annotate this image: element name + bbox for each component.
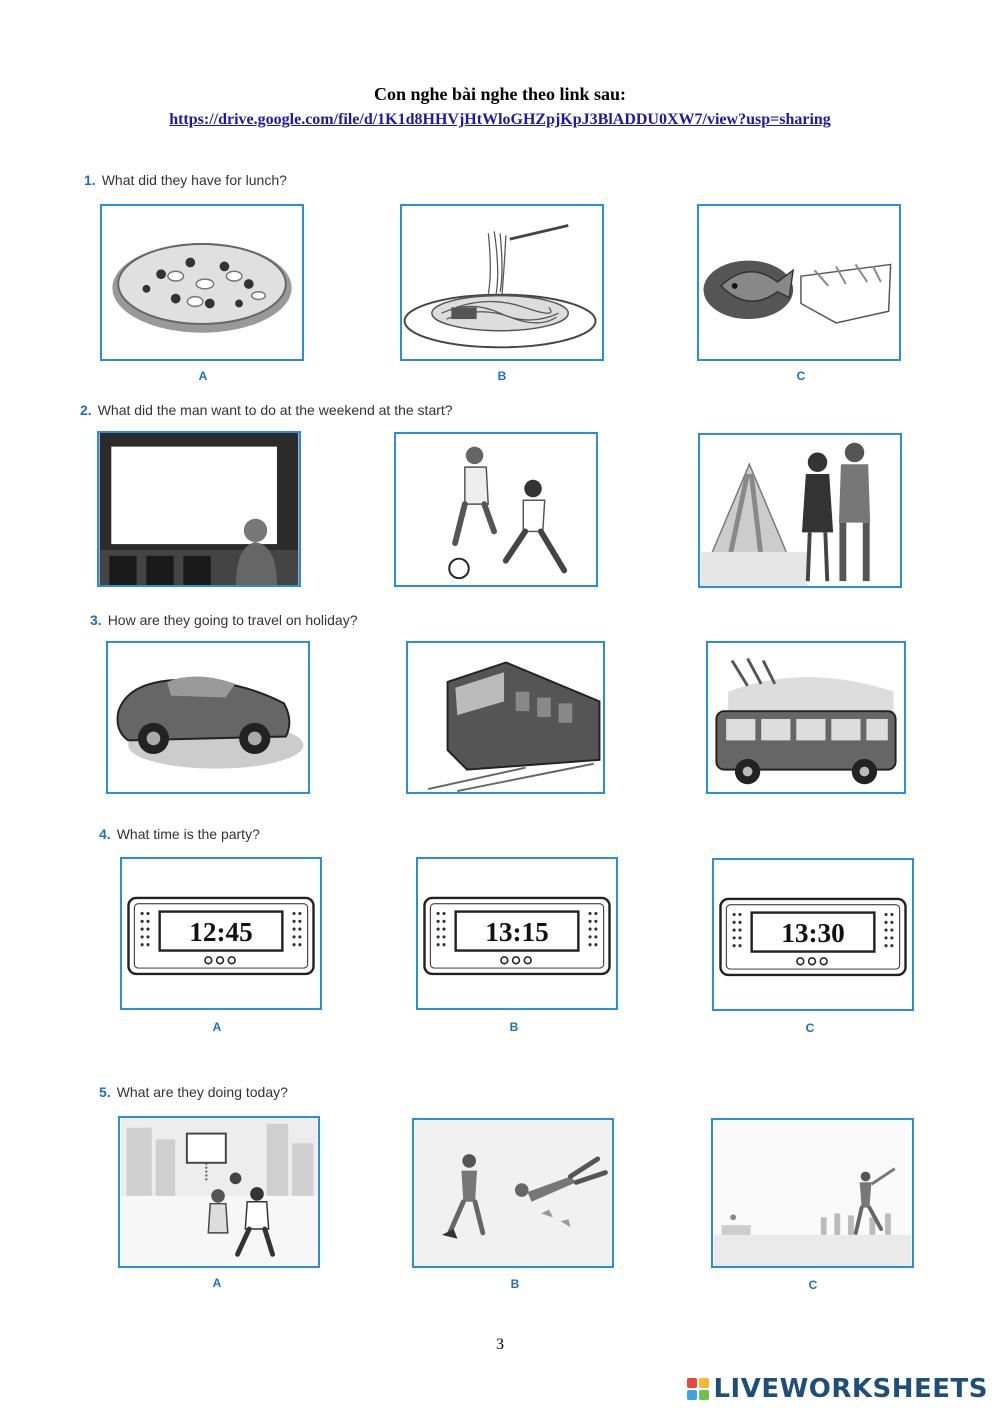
option-label-1c: C bbox=[796, 369, 806, 383]
question-1 bbox=[84, 172, 287, 188]
option-4b-clock[interactable] bbox=[416, 857, 618, 1010]
page-number: 3 bbox=[496, 1336, 504, 1353]
option-label-5a: A bbox=[212, 1276, 222, 1290]
option-3b-train[interactable] bbox=[406, 641, 605, 794]
option-label-1a: A bbox=[198, 369, 208, 383]
option-label-4c: C bbox=[805, 1021, 815, 1035]
option-2c-circus[interactable] bbox=[698, 433, 902, 588]
clock-time-text: 13:30 bbox=[781, 917, 845, 948]
option-5a-basketball[interactable] bbox=[118, 1116, 320, 1268]
audio-link[interactable]: https://drive.google.com/file/d/1K1d8HHVjHtWloGHZpjKpJ3BlADDU0XW7/view?usp=sharing bbox=[169, 111, 831, 128]
option-1c-fish-and-chips[interactable] bbox=[697, 204, 901, 361]
car-icon bbox=[108, 643, 308, 792]
basketball-icon bbox=[120, 1118, 318, 1266]
spaghetti-icon bbox=[402, 206, 602, 359]
digital-clock-icon bbox=[714, 860, 912, 1009]
option-1b-spaghetti[interactable] bbox=[400, 204, 604, 361]
option-label-4b: B bbox=[509, 1020, 519, 1034]
cinema-icon bbox=[99, 433, 299, 585]
clock-time-text: 13:15 bbox=[485, 916, 549, 947]
liveworksheets-logo-icon bbox=[687, 1378, 709, 1400]
diving-icon bbox=[414, 1120, 612, 1266]
option-label-1b: B bbox=[497, 369, 507, 383]
football-icon bbox=[396, 434, 596, 585]
question-text: What time is the party? bbox=[116, 826, 260, 842]
option-4a-clock[interactable] bbox=[120, 857, 322, 1010]
option-1a-pizza[interactable] bbox=[100, 204, 304, 361]
question-5 bbox=[99, 1084, 288, 1100]
option-label-4a: A bbox=[212, 1020, 222, 1034]
question-3 bbox=[90, 612, 358, 628]
question-number: 4. bbox=[99, 826, 111, 842]
running-icon bbox=[713, 1120, 912, 1266]
clock-time-text: 12:45 bbox=[189, 916, 253, 947]
header-title: Con nghe bài nghe theo link sau: bbox=[373, 84, 627, 104]
question-number: 3. bbox=[90, 612, 102, 628]
bus-icon bbox=[708, 643, 904, 792]
option-2a-cinema[interactable] bbox=[97, 431, 301, 587]
circus-icon bbox=[700, 435, 900, 586]
question-text: What are they doing today? bbox=[116, 1084, 288, 1100]
option-4c-clock[interactable] bbox=[712, 858, 914, 1011]
fish-and-chips-icon bbox=[699, 206, 899, 359]
pizza-icon bbox=[102, 206, 302, 359]
option-5b-diving[interactable] bbox=[412, 1118, 614, 1268]
option-2b-football[interactable] bbox=[394, 432, 598, 587]
question-number: 2. bbox=[80, 402, 92, 418]
option-3c-bus[interactable] bbox=[706, 641, 906, 794]
liveworksheets-logo[interactable] bbox=[687, 1374, 988, 1404]
question-4 bbox=[99, 826, 260, 842]
option-label-5c: C bbox=[808, 1278, 818, 1292]
option-label-5b: B bbox=[510, 1277, 520, 1291]
train-icon bbox=[408, 643, 603, 792]
question-text: What did they have for lunch? bbox=[101, 172, 287, 188]
digital-clock-icon bbox=[418, 859, 616, 1008]
question-number: 1. bbox=[84, 172, 96, 188]
question-text: What did the man want to do at the weekend at the start? bbox=[97, 402, 453, 418]
question-2 bbox=[80, 402, 453, 418]
question-number: 5. bbox=[99, 1084, 111, 1100]
question-text: How are they going to travel on holiday? bbox=[107, 612, 358, 628]
digital-clock-icon bbox=[122, 859, 320, 1008]
brand-text: LIVEWORKSHEETS bbox=[713, 1374, 988, 1404]
option-3a-car[interactable] bbox=[106, 641, 310, 794]
option-5c-running[interactable] bbox=[711, 1118, 914, 1268]
